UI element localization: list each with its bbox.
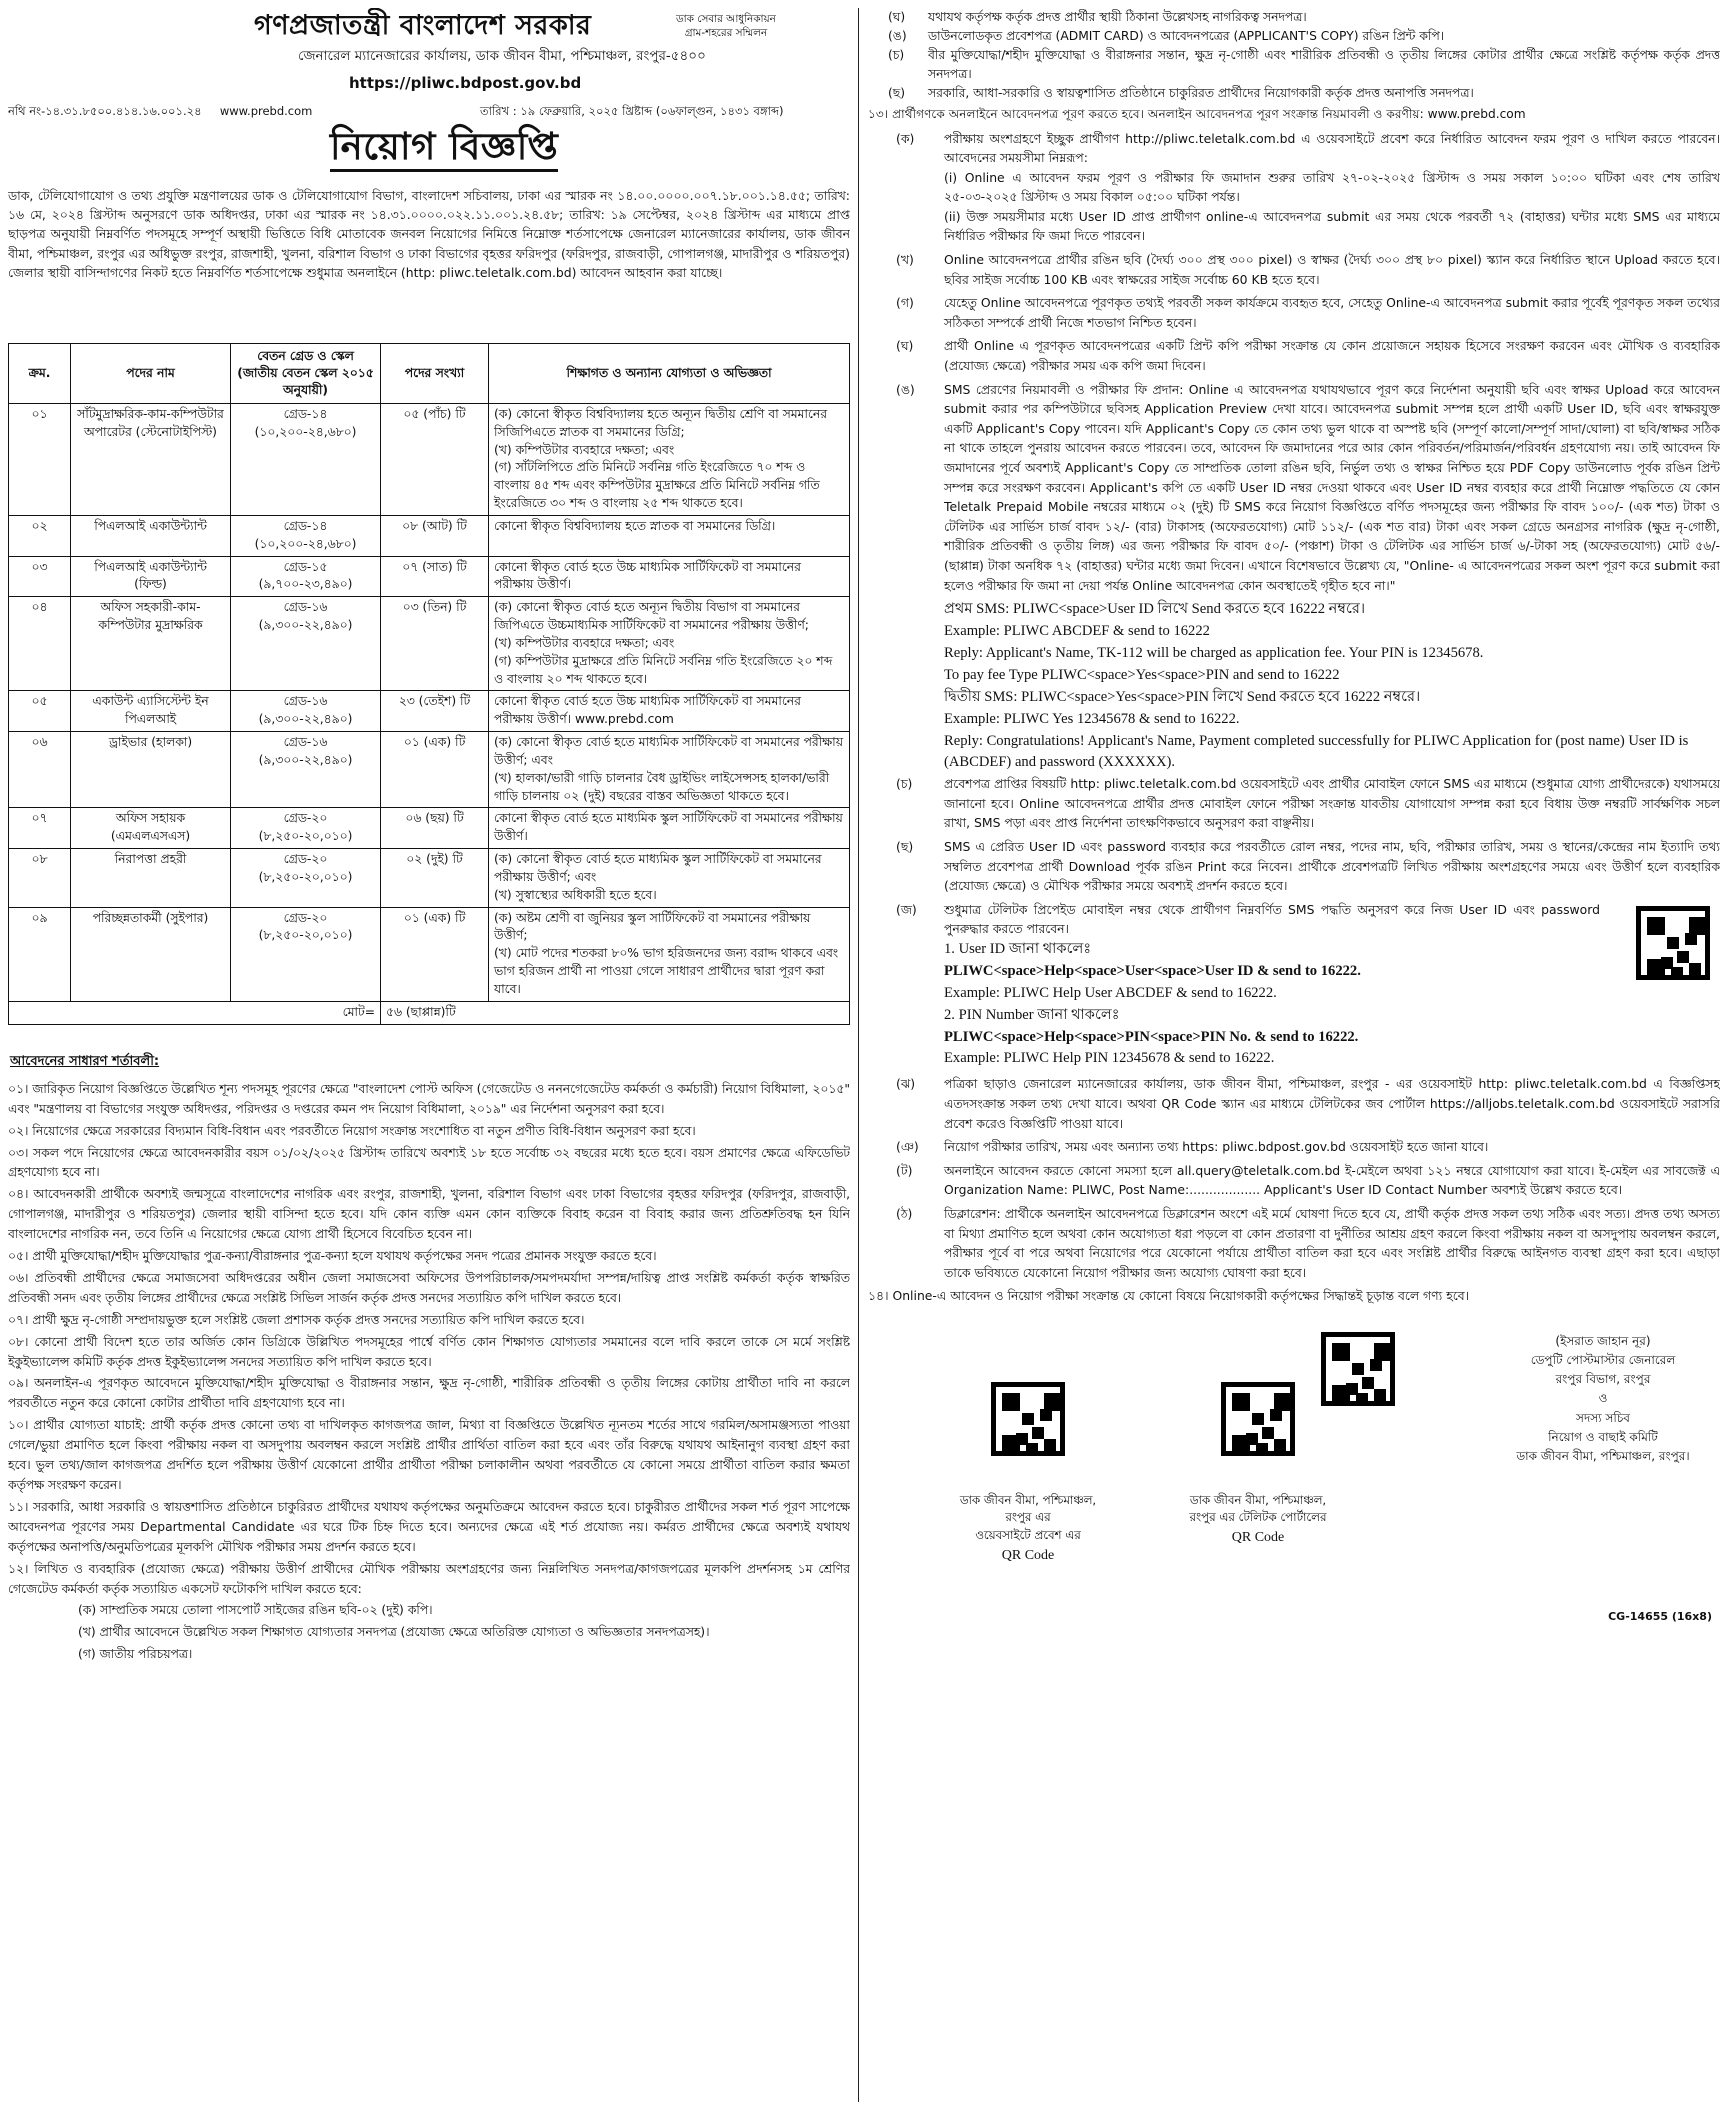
qualification-line: (ক) কোনো স্বীকৃত বোর্ড হতে অন্যূন দ্বিতীয় বিভাগ বা সমমানের জিপিএতে উচ্চমাধ্যমিক সার্টিফিকেট বা সমমানের পরীক্ষায় উত্তীর্ণ; bbox=[494, 600, 809, 633]
condition-subitem: (ক) সাম্প্রতিক সময়ে তোলা পাসপোর্ট সাইজের রঙিন ছবি-০২ (দুই) কপি। bbox=[78, 1603, 433, 1618]
document-item bbox=[868, 8, 1720, 27]
condition-item: ০১। জারিকৃত নিয়োগ বিজ্ঞপ্তিতে উল্লেখিত শূন্য পদসমূহ পূরণের ক্ষেত্রে "বাংলাদেশ পোস্ট অফিস (গেজেটেড ও নননগেজেটেড কর্মকর্তা ও কর্মচারী) নিয়োগ বিধিমালা, ২০১৫" এবং "মন্ত্রণালয় বা বিভাগের সংযুক্ত অধিদপ্তর, পরিদপ্তর ও দপ্তরের কমন পদ নিয়োগ বিধিমালা, ২০১৯" এর নির্দেশনা অনুসরণ করা হবে। bbox=[8, 1081, 850, 1116]
pin-line: PLIWC<space>Help<space>PIN<space>PIN No. & send to 16222. bbox=[944, 1028, 1359, 1045]
grade-cell bbox=[231, 597, 381, 691]
item-text: প্রবেশপত্র প্রাপ্তির বিষয়টি http: pliwc.teletalk.com.bd ওয়েবসাইটে এবং প্রার্থীর মোবাইল ফোনে SMS এর মাধ্যমে (শুধুমাত্র যোগ্য প্রার্থীদেরকে) যথাসময়ে জানানো হবে। Online আবেদনপত্রে প্রার্থীর প্রদত্ত মোবাইল ফোনে পরীক্ষা সংক্রান্ত যাবতীয় যোগাযোগ সম্পন্ন করা হবে বিধায় উক্ত নম্বরটি সার্বক্ষণিক সচল রাখা, SMS পড়া এবং প্রাপ্ত নির্দেশনা তাৎক্ষণিকভাবে অনুসরণ করা বাঞ্ছনীয়। bbox=[944, 776, 1720, 831]
scale-text: (৮,২৫০-২০,০১০) bbox=[258, 869, 353, 884]
sms-line: Example: PLIWC ABCDEF & send to 16222 bbox=[944, 623, 1210, 640]
grade-text: গ্রেড-১৪ bbox=[283, 518, 328, 533]
qr-code-icon[interactable] bbox=[991, 1382, 1065, 1456]
admit-item bbox=[868, 837, 1720, 896]
grade-text: গ্রেড-১৫ bbox=[283, 559, 328, 574]
item-text: SMS এ প্রেরিত User ID এবং password ব্যবহার করে পরবর্তীতে রোল নম্বর, পদের নাম, ছবি, পরীক্ষার তারিখ, সময় ও স্থানের/কেন্দ্রের নাম ইত্যাদি তথ্য সম্বলিত প্রবেশপত্র প্রার্থী Download পূর্বক রঙিন Print করে নিবেন। প্রার্থীকে প্রবেশপত্রটি লিখিত পরীক্ষায় অংশগ্রহণের সময়ে এবং উত্তীর্ণ হলে ব্যবহারিক (প্রযোজ্য ক্ষেত্রে) ও মৌখিক পরীক্ষার সময়ে অবশ্যই প্রদর্শন করতে হবে। bbox=[944, 839, 1720, 894]
scale-text: (১০,২০০-২৪,৬৮০) bbox=[254, 424, 357, 439]
item-marker: (ঙ) bbox=[896, 381, 915, 397]
ref-text: নথি নং-১৪.৩১.৮৫০০.৪১৪.১৬.০০১.২৪ bbox=[8, 104, 202, 118]
post-name-cell: একাউন্ট এ্যাসিস্টেন্ট ইন পিএলআই bbox=[71, 691, 231, 732]
condition-item: ০৩। সকল পদে নিয়োগের ক্ষেত্রে আবেদনকারীর বয়স ০১/০২/২০২৫ খ্রিস্টাব্দ তারিখে অবশ্যই ১৮ হতে সর্বোচ্চ ৩২ বছরের মধ্যে হতে হবে। বয়স প্রমাণের ক্ষেত্রে এফিডেভিট গ্রহণযোগ্য হবে না। bbox=[8, 1145, 850, 1180]
scale-text: (১০,২০০-২৪,৬৮০) bbox=[254, 536, 357, 551]
item-marker: (ঙ) bbox=[888, 29, 907, 44]
qr-code-icon[interactable] bbox=[1636, 906, 1710, 980]
slogan-line: গ্রাম-শহরের সম্মিলন bbox=[684, 27, 768, 40]
item-marker: (ঝ) bbox=[896, 1076, 916, 1092]
item-marker: (ছ) bbox=[888, 86, 906, 101]
qr-caption: ডাক জীবন বীমা, পশ্চিমাঞ্চল, bbox=[1189, 1492, 1327, 1507]
column-divider bbox=[858, 8, 859, 2102]
count-cell: ০৫ (পাঁচ) টি bbox=[381, 404, 489, 516]
condition-subitem: (খ) প্রার্থীর আবেদনে উল্লেখিত সকল শিক্ষাগত যোগ্যতার সনদপত্র (প্রযোজ্য ক্ষেত্রে অতিরিক্ত যোগ্যতা ও অভিজ্ঞতার সনদপত্রসহ)। bbox=[78, 1625, 710, 1640]
grade-cell bbox=[231, 691, 381, 732]
item-marker: (ঞ) bbox=[896, 1139, 919, 1155]
condition-item: ০৪। আবেদনকারী প্রার্থীকে অবশ্যই জন্মসূত্রে বাংলাদেশের নাগরিক এবং রংপুর, রাজশাহী, খুলনা, বরিশাল বিভাগ এবং ঢাকা বিভাগের বৃহত্তর ফরিদপুর (ফরিদপুর, রাজবাড়ী, গোপালগঞ্জ, মাদারীপুর ও শরিয়তপুর) জেলার স্থায়ী বাসিন্দা হতে হবে। যদি কোন ব্যক্তি এমন কোন ব্যক্তিকে বিবাহ করেন বা বিবাহ করার জন্য প্রতিশ্রুতিবদ্ধ হন যিনি বাংলাদেশের নাগরিক নন, তবে তিনি এ নিয়োগের ক্ষেত্রে যোগ্য প্রার্থী হিসেবে বিবেচিত হবেন না। bbox=[8, 1187, 850, 1242]
online-item bbox=[868, 380, 1720, 596]
item-text: ডিক্লারেশন: প্রার্থীকে অনলাইন আবেদনপত্রে ডিক্লারেশন অংশে এই মর্মে ঘোষণা দিতে হবে যে, প্রার্থী কর্তৃক প্রদত্ত সকল তথ্য সঠিক এবং সত্য। প্রদত্ত তথ্য অসত্য বা মিথ্যা প্রমাণিত হলে অথবা কোন অযোগ্যতা ধরা পড়লে বা কোন প্রতারণা বা দুর্নীতির আশ্রয় গ্রহণ করলে কিংবা পরীক্ষায় নকল বা অসদুপায় অবলম্বন করলে, পরীক্ষার পূর্বে বা পরে অথবা নিয়োগের পরে যেকোনো পর্যায়ে প্রার্থীতা বাতিল করা হবে এবং সংশ্লিষ্ট প্রার্থীর বিরুদ্ধে আইনগত ব্যবস্থা গ্রহণ করা হবে। এছাড়া তাকে ভবিষ্যতে যেকোনো নিয়োগ পরীক্ষার জন্য অযোগ্য ঘোষণা করা হবে। bbox=[944, 1205, 1720, 1280]
documents-sublist bbox=[868, 8, 1720, 103]
item-marker: (ঘ) bbox=[888, 10, 906, 24]
grade-text: গ্রেড-২০ bbox=[283, 910, 328, 925]
table-row bbox=[9, 404, 850, 516]
office-name: জেনারেল ম্যানেজারের কার্যালয়, ডাক জীবন বীমা, পশ্চিমাঞ্চল, রংপুর-৫৪০০ bbox=[298, 48, 706, 64]
item-marker: (গ) bbox=[896, 295, 914, 311]
table-row bbox=[9, 515, 850, 556]
qualification-cell bbox=[489, 597, 850, 691]
table-header-row bbox=[9, 344, 850, 404]
qualification-line: (ক) কোনো স্বীকৃত বিশ্ববিদ্যালয় হতে অন্যূন দ্বিতীয় শ্রেণি বা সমমানের সিজিপিএতে স্নাতক বা সমমানের ডিগ্রি; bbox=[494, 407, 827, 439]
scale-text: (৯,৭০০-২৩,৪৯০) bbox=[258, 577, 353, 592]
signatory-title: ডেপুটি পোস্টমাস্টার জেনারেল bbox=[1530, 1353, 1676, 1368]
sms-line: প্রথম SMS: PLIWC<space>User ID লিখে Send করতে হবে 16222 নম্বরে। bbox=[944, 601, 1366, 618]
grade-text: গ্রেড-১৪ bbox=[283, 407, 328, 421]
item-marker: (ক) bbox=[896, 130, 915, 146]
serial-cell: ০৩ bbox=[9, 556, 71, 597]
serial-cell: ০৭ bbox=[9, 808, 71, 849]
qualification-cell bbox=[489, 849, 850, 907]
scale-text: (৮,২৫০-২০,০১০) bbox=[258, 829, 353, 844]
condition-subitem: (গ) জাতীয় পরিচয়পত্র। bbox=[78, 1647, 193, 1662]
post-name-cell: পিএলআই একাউন্ট্যান্ট (ফিল্ড) bbox=[71, 556, 231, 597]
qualification-line: কোনো স্বীকৃত বিশ্ববিদ্যালয় হতে স্নাতক বা সমমানের ডিগ্রি। bbox=[494, 518, 776, 533]
item-marker: (ঠ) bbox=[896, 1205, 913, 1221]
additional-instructions bbox=[868, 1074, 1720, 1282]
post-name-cell: অফিস সহকারী-কাম-কম্পিউটার মুদ্রাক্ষরিক bbox=[71, 597, 231, 691]
qr-caption: QR Code bbox=[1001, 1547, 1055, 1563]
item-text: (ii) উক্ত সময়সীমার মধ্যে User ID প্রাপ্ত প্রার্থীগণ online-এ আবেদনপত্র submit এর সময় থেকে পরবর্তী ৭২ (বাহাত্তর) ঘন্টার মধ্যে SMS এর মাধ্যমে নির্ধারিত পরীক্ষার ফি জমা দিতে পারবেন। bbox=[944, 208, 1720, 244]
item-text: নিয়োগ পরীক্ষার তারিখ, সময় এবং অন্যান্য তথ্য https: pliwc.bdpost.gov.bd ওয়েবসাইট হতে জানা যাবে। bbox=[944, 1139, 1489, 1155]
condition-item: ০৭। প্রার্থী ক্ষুদ্র নৃ-গোষ্ঠী সম্প্রদায়ভুক্ত হলে সংশ্লিষ্ট জেলা প্রশাসক কর্তৃক প্রদত্ত সনদের সত্যায়িত কপি দাখিল করতে হবে। bbox=[8, 1312, 585, 1327]
grade-text: গ্রেড-২০ bbox=[283, 852, 328, 867]
post-name-cell: পিএলআই একাউন্ট্যান্ট bbox=[71, 515, 231, 556]
scale-text: (৯,৩০০-২২,৪৯০) bbox=[258, 712, 353, 727]
grade-cell bbox=[231, 907, 381, 1001]
condition-item: ০৯। অনলাইন-এ পূরণকৃত আবেদনে মুক্তিযোদ্ধা/শহীদ মুক্তিযোদ্ধা ও বীরাঙ্গনার সন্তান, ক্ষুদ্র নৃ-গোষ্ঠী, শারীরিক প্রতিবন্ধী ও তৃতীয় লিঙ্গের কোটায় প্রার্থীতা দাবি না করলে পরবর্তীতে নতুন করে কোনো কোটার প্রার্থীতা দাবি গ্রহণযোগ্য হবে না। bbox=[8, 1376, 850, 1411]
conditions-title: আবেদনের সাধারণ শর্তাবলী: bbox=[10, 1053, 160, 1069]
extra-item bbox=[868, 1204, 1720, 1282]
office-url[interactable]: https://pliwc.bdpost.gov.bd bbox=[349, 74, 582, 92]
left-column bbox=[8, 8, 850, 2102]
total-value: ৫৬ (ছাপ্পান্ন)টি bbox=[381, 1001, 850, 1024]
condition-item: ১২। লিখিত ও ব্যবহারিক (প্রযোজ্য ক্ষেত্রে) পরীক্ষায় উত্তীর্ণ প্রার্থীদের মৌখিক পরীক্ষায় অংশগ্রহণের জন্য নিম্নলিখিত সনদপত্র/কাগজপত্রের মূলকপি প্রদর্শনসহ ১ম শ্রেণির গেজেটেড কর্মকর্তা কর্তৃক সত্যায়িত একসেট ফটোকপি দাখিল করতে হবে: bbox=[8, 1561, 850, 1596]
col-header-serial: ক্রম. bbox=[9, 344, 71, 404]
count-cell: ০১ (এক) টি bbox=[381, 732, 489, 808]
condition-item: ০৬। প্রতিবন্ধী প্রার্থীদের ক্ষেত্রে সমাজসেবা অধিদপ্তরের অধীন জেলা সমাজসেবা অফিসের উপপরিচালক/সমপদমর্যাদা সম্পন্ন/দায়িত্ব প্রাপ্ত সংশ্লিষ্ট কর্মকর্তা কর্তৃক স্বাক্ষরিত প্রতিবন্ধী সনদ এবং তৃতীয় লিঙ্গের প্রার্থীদের ক্ষেত্রে সংশ্লিষ্ট সিভিল সার্জন কর্তৃক প্রদত্ত সনদের সত্যায়িত কপি দাখিল করতে হবে। bbox=[8, 1270, 850, 1305]
item-text: ডাউনলোডকৃত প্রবেশপত্র (ADMIT CARD) ও আবেদনপত্রের (APPLICANT'S COPY) রঙিন প্রিন্ট কপি। bbox=[928, 29, 1445, 44]
pin-line: 2. PIN Number জানা থাকলেঃ bbox=[944, 1006, 1120, 1023]
col-header-grade: বেতন গ্রেড ও স্কেল (জাতীয় বেতন স্কেল ২০১৫ অনুযায়ী) bbox=[231, 344, 381, 404]
reference-number bbox=[8, 104, 312, 119]
qr-caption: রংপুর এর টেলিটক পোর্টালের bbox=[1189, 1510, 1327, 1525]
qr-caption: ওয়েবসাইটে প্রবেশ এর bbox=[975, 1527, 1081, 1542]
grade-text: গ্রেড-২০ bbox=[283, 811, 328, 826]
intro-paragraph: ডাক, টেলিযোগাযোগ ও তথ্য প্রযুক্তি মন্ত্রণালয়ের ডাক ও টেলিযোগাযোগ বিভাগ, বাংলাদেশ সচিবালয়, ঢাকা এর স্মারক নং ১৪.০০.০০০০.০০৭.১৮.০০১.১৪.৫৫; তারিখ: ১৬ মে, ২০২৪ খ্রিস্টাব্দ অনুসরণে ডাক অধিদপ্তর, ঢাকা এর স্মারক নং ১৪.৩১.০০০০.০২২.১১.০০১.২৪.৫৮; তারিখ: ১৯ সেপ্টেম্বর, ২০২৪ খ্রিস্টাব্দ এর মাধ্যমে প্রাপ্ত ছাড়পত্র অনুযায়ী নিম্নবর্ণিত পদসমূহে সম্পূর্ণ অস্থায়ী ভিত্তিতে বিধি মোতাবেক জনবল নিয়োগের নিমিত্তে নিম্নোক্ত শর্তসাপেক্ষে জেনারেল ম্যানেজারের কার্যালয়, ডাক জীবন বীমা, পশ্চিমাঞ্চল, রংপুর এর অধিভুক্ত রংপুর, রাজশাহী, খুলনা, বরিশাল বিভাগ ও ঢাকা বিভাগের বৃহত্তর ফরিদপুর (ফরিদপুর, রাজবাড়ী, গোপালগঞ্জ, মাদারীপুর ও শরিয়তপুর) জেলার স্থায়ী বাসিন্দাগণের নিকট হতে নিম্নবর্ণিত শর্তসাপেক্ষে শুধুমাত্র অনলাইনে (http: pliwc.teletalk.com.bd) আবেদন আহবান করা যাচ্ছে। bbox=[8, 188, 850, 280]
table-row bbox=[9, 808, 850, 849]
sms-instructions bbox=[868, 599, 1720, 774]
scale-text: (৮,২৫০-২০,০১০) bbox=[258, 928, 353, 943]
postal-slogan bbox=[676, 12, 776, 40]
qualification-cell bbox=[489, 907, 850, 1001]
count-cell: ০৭ (সাত) টি bbox=[381, 556, 489, 597]
qr-caption: QR Code bbox=[1231, 1529, 1285, 1545]
item-13-text: ১৩। প্রার্থীগণকে অনলাইনে আবেদনপত্র পূরণ করতে হবে। অনলাইন আবেদনপত্র পূরণ সংক্রান্ত নিয়মাবলী ও করণীয়: www.prebd.com bbox=[868, 107, 1526, 122]
serial-cell: ০৫ bbox=[9, 691, 71, 732]
total-label: মোট= bbox=[9, 1001, 381, 1024]
sms-line: Reply: Congratulations! Applicant's Name, Payment completed successfully for PLIWC Application for (post name) User ID is (ABCDEF) and password (XXXXXX). bbox=[944, 732, 1689, 771]
item-marker: (চ) bbox=[896, 776, 913, 792]
item-text: পত্রিকা ছাড়াও জেনারেল ম্যানেজারের কার্যালয়, ডাক জীবন বীমা, পশ্চিমাঞ্চল, রংপুর - এর ওয়েবসাইট http: pliwc.teletalk.com.bd এ বিজ্ঞপ্তিসহ এতদসংক্রান্ত সকল তথ্য দেখা যাবে। অথবা QR Code স্ক্যান এর মাধ্যমে টেলিটকের জব পোর্টাল https://alljobs.teletalk.com.bd ওয়েবসাইটে সরাসরি প্রবেশ করেও বিজ্ঞপ্তিটি পাওয়া যাবে। bbox=[944, 1076, 1720, 1131]
qualification-cell bbox=[489, 808, 850, 849]
item-text: পরীক্ষায় অংশগ্রহণে ইচ্ছুক প্রার্থীগণ http://pliwc.teletalk.com.bd এ ওয়েবসাইটে প্রবেশ করে নির্ধারিত আবেদন ফরম পূরণ ও দাখিল করতে পারবেন। আবেদনের সময়সীমা নিম্নরূপ: bbox=[944, 130, 1720, 166]
table-row bbox=[9, 597, 850, 691]
col-header-post: পদের নাম bbox=[71, 344, 231, 404]
col-header-qualification: শিক্ষাগত ও অন্যান্য যোগ্যতা ও অভিজ্ঞতা bbox=[489, 344, 850, 404]
grade-cell bbox=[231, 808, 381, 849]
online-item bbox=[868, 129, 1720, 247]
ref-url[interactable]: www.prebd.com bbox=[219, 104, 313, 118]
condition-item: ১১। সরকারি, আধা সরকারি ও স্বায়ত্তশাসিত প্রতিষ্ঠানে চাকুরিরত প্রার্থীদের যথাযথ কর্তৃপক্ষের অনুমতিক্রমে আবেদন করতে হবে। চাকুরীরত প্রার্থীদের সকল শর্ত পূরণ সাপেক্ষে আবেদনপত্র পূরণের সময় Departmental Candidate এর ঘরে টিক চিহ্ন দিতে হবে। অন্যদের ক্ষেত্রে এই শর্ত প্রযোজ্য নয়। কর্মরত প্রার্থীদের ক্ষেত্রে অবশ্যই যথাযথ কর্তৃপক্ষের অনাপত্তি/অনুমতিপত্রের মূলকপি মৌখিক পরীক্ষার সময় প্রদর্শন করতে হবে। bbox=[8, 1499, 850, 1554]
conditions-list bbox=[8, 1080, 850, 1600]
post-name-cell: নিরাপত্তা প্রহরী bbox=[71, 849, 231, 907]
condition-item: ০৮। কোনো প্রার্থী বিদেশ হতে তার অর্জিত কোন ডিগ্রিকে উল্লিখিত পদসমূহের পার্শ্বে বর্ণিত কোন শিক্ষাগত যোগ্যতার সমমানের বলে দাবি করলে তাকে সে মর্মে সংশ্লিষ্ট ইকুইভ্যালেন্স কমিটি কর্তৃক প্রদত্ত ইকুইভ্যালেন্স সনদের সত্যায়িত কপি দাখিল করতে হবে। bbox=[8, 1334, 850, 1369]
signatory-and: ও bbox=[1598, 1391, 1608, 1406]
signature-block bbox=[1488, 1332, 1718, 1466]
online-instructions bbox=[868, 129, 1720, 596]
grade-text: গ্রেড-১৬ bbox=[283, 694, 328, 709]
qr-code-icon[interactable] bbox=[1321, 1332, 1395, 1406]
admit-instructions bbox=[868, 774, 1720, 896]
document-item bbox=[868, 27, 1720, 46]
condition-item: ১০। প্রার্থীর যোগ্যতা যাচাই: প্রার্থী কর্তৃক প্রদত্ত কোনো তথ্য বা দাখিলকৃত কাগজপত্র জাল, মিথ্যা বা বিজ্ঞপ্তিতে উল্লেখিত ন্যূনতম শর্তের সাথে গরমিল/অসামঞ্জস্যতা পাওয়া গেলে/ভুয়া প্রমাণিত হলে কিংবা পরীক্ষায় নকল বা অসদুপায় অবলম্বন করলে সংশ্লিষ্ট প্রার্থীর প্রার্থিতা বাতিল করা হবে এবং তাঁর বিরুদ্ধে যথাযথ আইনানুগ ব্যবস্থা গ্রহণ করা হবে। ভুল তথ্য/জাল কাগজপত্র প্রদর্শিত হলে পরীক্ষায় উত্তীর্ণ যেকোনো প্রার্থীর প্রার্থীতা পরীক্ষা চলাকালীন অথবা পরবর্তীতে যে কোনো সময়ে প্রার্থীতা বাতিল করার ক্ষমতা কর্তৃপক্ষ সংরক্ষণ করেন। bbox=[8, 1418, 850, 1492]
conditions-sublist bbox=[8, 1601, 850, 1665]
serial-cell: ০৯ bbox=[9, 907, 71, 1001]
qualification-line: (খ) সুস্বাস্থ্যের অধিকারী হতে হবে। bbox=[494, 887, 657, 902]
item-14-text: ১৪। Online-এ আবেদন ও নিয়োগ পরীক্ষা সংক্রান্ত যে কোনো বিষয়ে নিয়োগকারী কর্তৃপক্ষের সিদ্ধান্তই চূড়ান্ত বলে গণ্য হবে। bbox=[868, 1288, 1470, 1304]
qualification-cell bbox=[489, 404, 850, 516]
qualification-line: (খ) মোট পদের শতকরা ৮০% ভাগ হরিজনদের জন্য বরাদ্দ থাকবে এবং ভাগ হরিজন প্রার্থী না পাওয়া গেলে সাধারণ প্রার্থীদের দ্বারা পূরণ করা যাবে। bbox=[494, 946, 839, 996]
qualification-line: কোনো স্বীকৃত বোর্ড হতে উচ্চ মাধ্যমিক সার্টিফিকেট বা সমমানের পরীক্ষায় উত্তীর্ণ। www.prebd.com bbox=[494, 694, 801, 727]
pin-line: Example: PLIWC Help User ABCDEF & send to 16222. bbox=[944, 984, 1277, 1001]
table-row bbox=[9, 849, 850, 907]
item-13 bbox=[868, 105, 1720, 124]
signatory-office: ডাক জীবন বীমা, পশ্চিমাঞ্চল, রংপুর। bbox=[1516, 1449, 1690, 1464]
count-cell: ০১ (এক) টি bbox=[381, 907, 489, 1001]
scale-text: (৯,৩০০-২২,৪৯০) bbox=[258, 752, 353, 767]
condition-item: ০৫। প্রার্থী মুক্তিযোদ্ধা/শহীদ মুক্তিযোদ্ধার পুত্র-কন্যা/বীরাঙ্গনার পুত্র-কন্যা হলে যথাযথ কর্তৃপক্ষের সনদ পত্রের প্রমানক সংযুক্ত করতে হবে। bbox=[8, 1249, 657, 1264]
item-text: যেহেতু Online আবেদনপত্রে পূরণকৃত তথ্যই পরবর্তী সকল কার্যক্রমে ব্যবহৃত হবে, সেহেতু Online-এ আবেদনপত্র submit করার পূর্বেই পূরণকৃত সকল তথ্যের সঠিকতা সম্পর্কে প্রার্থী নিজে শতভাগ নিশ্চিত হবেন। bbox=[944, 295, 1720, 330]
item-marker: (খ) bbox=[896, 252, 914, 268]
grade-text: গ্রেড-১৬ bbox=[283, 735, 328, 750]
qr-code-icon[interactable] bbox=[1221, 1382, 1295, 1456]
pin-line: 1. User ID জানা থাকলেঃ bbox=[944, 941, 1092, 958]
grade-text: গ্রেড-১৬ bbox=[283, 600, 328, 615]
item-body bbox=[944, 336, 1720, 375]
admit-item bbox=[868, 774, 1720, 833]
extra-item bbox=[868, 1074, 1720, 1133]
item-14 bbox=[868, 1286, 1720, 1306]
item-marker: (চ) bbox=[888, 48, 905, 63]
grade-cell bbox=[231, 732, 381, 808]
online-item bbox=[868, 336, 1720, 375]
qualification-cell bbox=[489, 732, 850, 808]
slogan-line: ডাক সেবার আধুনিকায়ন bbox=[676, 13, 776, 25]
grade-cell bbox=[231, 404, 381, 516]
sms-line: Example: PLIWC Yes 12345678 & send to 16222. bbox=[944, 710, 1240, 727]
table-row bbox=[9, 907, 850, 1001]
pin-line: Example: PLIWC Help PIN 12345678 & send to 16222. bbox=[944, 1050, 1275, 1067]
qualification-line: (গ) কম্পিউটার মুদ্রাক্ষরে প্রতি মিনিটে সর্বনিম্ন গতি ইংরেজিতে ২০ শব্দ ও বাংলায় ২০ শব্দ থাকতে হবে। bbox=[494, 653, 833, 686]
qr-caption: রংপুর এর bbox=[1005, 1510, 1051, 1525]
qr-caption: ডাক জীবন বীমা, পশ্চিমাঞ্চল, bbox=[959, 1492, 1097, 1507]
grade-cell bbox=[231, 515, 381, 556]
qualification-line: (খ) কম্পিউটার ব্যবহারে দক্ষতা; এবং bbox=[494, 635, 675, 650]
sms-line: Reply: Applicant's Name, TK-112 will be charged as application fee. Your PIN is 12345678. bbox=[944, 644, 1484, 661]
item-text: অনলাইনে আবেদন করতে কোনো সমস্যা হলে all.query@teletalk.com.bd ই-মেইলে অথবা ১২১ নম্বরে যোগাযোগ করা যাবে। ই-মেইল এর সাবজেক্ট এ Organization Name: PLIWC, Post Name:.................. Applicant's User ID Contact Number অবশ্যই উল্লেখ করতে হবে। bbox=[944, 1162, 1720, 1198]
qr-and-signature bbox=[868, 1332, 1720, 1632]
item-text: বীর মুক্তিযোদ্ধা/শহীদ মুক্তিযোদ্ধা ও বীরাঙ্গনার সন্তান, ক্ষুদ্র নৃ-গোষ্ঠী এবং শারীরিক প্রতিবন্ধী ও তৃতীয় লিঙ্গের কোটার প্রার্থীর ক্ষেত্রে সংশ্লিষ্ট কর্তৃপক্ষ কর্তৃক প্রদত্ত সনদপত্র। bbox=[928, 48, 1720, 82]
table-body bbox=[9, 404, 850, 1025]
count-cell: ০৩ (তিন) টি bbox=[381, 597, 489, 691]
qualification-cell bbox=[489, 691, 850, 732]
item-marker: (ঘ) bbox=[896, 338, 914, 354]
grade-cell bbox=[231, 849, 381, 907]
serial-cell: ০১ bbox=[9, 404, 71, 516]
qualification-line: (খ) কম্পিউটার ব্যবহারে দক্ষতা; এবং bbox=[494, 442, 675, 457]
item-text: প্রার্থী Online এ পূরণকৃত আবেদনপত্রের একটি প্রিন্ট কপি পরীক্ষা সংক্রান্ত যে কোন প্রয়োজনে সহায়ক হিসেবে সংরক্ষণ করবেন এবং মৌখিক ও ব্যবহারিক (প্রযোজ্য ক্ষেত্রে) পরীক্ষার সময় এক কপি জমা দিবেন। bbox=[944, 338, 1720, 374]
total-row bbox=[9, 1001, 850, 1024]
qualification-cell bbox=[489, 556, 850, 597]
extra-item bbox=[868, 1161, 1720, 1200]
notice-date: তারিখ : ১৯ ফেব্রুয়ারি, ২০২৫ খ্রিষ্টাব্দ (০৬ফাল্গুন, ১৪৩১ বঙ্গাব্দ) bbox=[480, 104, 784, 118]
count-cell: ০২ (দুই) টি bbox=[381, 849, 489, 907]
post-name-cell: পরিচ্ছন্নতাকর্মী (সুইপার) bbox=[71, 907, 231, 1001]
count-cell: ০৮ (আট) টি bbox=[381, 515, 489, 556]
signatory-name: (ইসরাত জাহান নূর) bbox=[1555, 1333, 1651, 1348]
vacancy-table bbox=[8, 343, 850, 1025]
serial-cell: ০৬ bbox=[9, 732, 71, 808]
document-item bbox=[868, 46, 1720, 84]
sms-line: দ্বিতীয় SMS: PLIWC<space>Yes<space>PIN লিখে Send করতে হবে 16222 নম্বরে। bbox=[944, 688, 1421, 705]
scale-text: (৯,৩০০-২২,৪৯০) bbox=[258, 618, 353, 633]
online-item bbox=[868, 293, 1720, 332]
pin-recovery bbox=[868, 900, 1720, 1071]
qualification-line: কোনো স্বীকৃত বোর্ড হতে উচ্চ মাধ্যমিক সার্টিফিকেট বা সমমানের পরীক্ষায় উত্তীর্ণ। bbox=[494, 559, 801, 592]
item-body bbox=[944, 250, 1720, 289]
item-text: যথাযথ কর্তৃপক্ষ কর্তৃক প্রদত্ত প্রার্থীর স্থায়ী ঠিকানা উল্লেখসহ নাগরিকত্ব সনদপত্র। bbox=[928, 10, 1307, 24]
govt-title: গণপ্রজাতন্ত্রী বাংলাদেশ সরকার bbox=[254, 10, 592, 41]
item-marker: (ট) bbox=[896, 1162, 913, 1178]
serial-cell: ০২ bbox=[9, 515, 71, 556]
count-cell: ২৩ (তেইশ) টি bbox=[381, 691, 489, 732]
table-row bbox=[9, 691, 850, 732]
item-body bbox=[944, 380, 1720, 596]
condition-item: ০২। নিয়োগের ক্ষেত্রে সরকারের বিদ্যমান বিধি-বিধান এবং পরবর্তীতে নিয়োগ সংক্রান্ত সংশোধিত বা নতুন প্রণীত বিধি-বিধান অনুসরণ করা হবে। bbox=[8, 1123, 696, 1138]
extra-item bbox=[868, 1137, 1720, 1157]
sms-line: To pay fee Type PLIWC<space>Yes<space>PIN and send to 16222 bbox=[944, 666, 1340, 683]
qualification-line: (খ) হালকা/ভারী গাড়ি চালনার বৈধ ড্রাইভিং লাইসেন্সসহ হালকা/ভারী গাড়ি চালনায় ০২ (দুই) বছরের বাস্তব অভিজ্ঞতা থাকতে হবে। bbox=[494, 770, 830, 803]
website-qr bbox=[938, 1382, 1118, 1566]
qualification-line: (ক) অষ্টম শ্রেণী বা জুনিয়র স্কুল সার্টিফিকেট বা সমমানের পরীক্ষায় উত্তীর্ণ; bbox=[494, 910, 811, 943]
document-item bbox=[868, 84, 1720, 103]
item-body bbox=[944, 129, 1720, 247]
post-name-cell: ড্রাইভার (হালকা) bbox=[71, 732, 231, 808]
count-cell: ০৬ (ছয়) টি bbox=[381, 808, 489, 849]
table-row bbox=[9, 556, 850, 597]
item-marker: (ছ) bbox=[896, 839, 914, 855]
item-text: সরকারি, আধা-সরকারি ও স্বায়ত্বশাসিত প্রতিষ্ঠানে চাকুরিরত প্রার্থীদের নিয়োগকারী কর্তৃক প্রদত্ত অনাপত্তি সনদপত্র। bbox=[928, 86, 1474, 101]
pin-line: PLIWC<space>Help<space>User<space>User ID & send to 16222. bbox=[944, 962, 1361, 979]
col-header-count: পদের সংখ্যা bbox=[381, 344, 489, 404]
serial-cell: ০৪ bbox=[9, 597, 71, 691]
table-row bbox=[9, 732, 850, 808]
qualification-line: (ক) কোনো স্বীকৃত বোর্ড হতে মাধ্যমিক স্কুল সার্টিফিকেট বা সমমানের পরীক্ষায় উত্তীর্ণ; এবং bbox=[494, 852, 822, 884]
online-item bbox=[868, 250, 1720, 289]
pin-intro: শুধুমাত্র টেলিটক প্রিপেইড মোবাইল নম্বর থেকে প্রার্থীগণ নিম্নবর্ণিত SMS পদ্ধতি অনুসরণ করে নিজ User ID এবং password পুনরুদ্ধার করতে পারবেন। bbox=[944, 901, 1600, 937]
item-text: Online আবেদনপত্রে প্রার্থীর রঙিন ছবি (দৈর্ঘ্য ৩০০ প্রস্থ ৩০০ pixel) ও স্বাক্ষর (দৈর্ঘ্য ৩০০ প্রস্থ ৮০ pixel) স্ক্যান করে নির্ধারিত স্থানে Upload করতে হবে। ছবির সাইজ সর্বোচ্চ 100 KB এবং স্বাক্ষরের সাইজ সর্বোচ্চ 60 KB হতে হবে। bbox=[944, 252, 1720, 287]
post-name-cell: অফিস সহায়ক (এমএলএসএস) bbox=[71, 808, 231, 849]
signatory-committee: নিয়োগ ও বাছাই কমিটি bbox=[1548, 1429, 1658, 1444]
ad-code: CG-14655 (16x8) bbox=[1608, 1609, 1712, 1623]
right-column bbox=[868, 8, 1720, 2102]
item-text: SMS প্রেরণের নিয়মাবলী ও পরীক্ষার ফি প্রদান: Online এ আবেদনপত্র যথাযথভাবে পূরণ করে নির্দেশনা অনুযায়ী ছবি এবং স্বাক্ষর Upload করে আবেদন submit করার পর কম্পিউটারে ছবিসহ Application Preview দেখা যাবে। আবেদনপত্র submit সম্পন্ন হলে প্রার্থী একটি User ID, ছবি এবং স্বাক্ষরযুক্ত একটি Applicant's Copy পাবেন। যদি Applicant's Copy তে কোন তথ্য ভুল থাকে বা অস্পষ্ট ছবি (সম্পূর্ণ কালো/সম্পূর্ণ সাদা/ঘোলা) বা ছবি/স্বাক্ষর সঠিক না থাকে তাহলে পুনরায় আবেদন করতে পারবেন। তবে, আবেদন ফি জমাদানের পরে আর কোন পরিবর্তন/পরিমার্জন/পরিবর্ধন গ্রহণযোগ্য নয়। তাই আবেদন ফি জমাদানের পূর্বে অবশ্যই Applicant's Copy তে সাম্প্রতিক তোলা রঙিন ছবি, নির্ভুল তথ্য ও স্বাক্ষর নিশ্চিত হয়ে PDF Copy ডাউনলোড পূর্বক রঙিন প্রিন্ট সম্পন্ন করে সংরক্ষণ করবেন। Applicant's কপি তে একটি User ID নম্বর দেওয়া থাকবে এবং User ID নম্বর ব্যবহার করে প্রার্থী নিম্নোক্ত পদ্ধতিতে যে কোন Teletalk Prepaid Mobile নম্বরের মাধ্যমে ০২ (দুই) টি SMS করে নিয়োগ বিজ্ঞপ্তিতে বর্ণিত পদসমূহের জন্য পরীক্ষার ফি বাবদ ১০০/- (এক শত) টাকা ও টেলিটক এর সার্ভিস চার্জ বাবদ ১২/- (বার) টাকাসহ (অফেরতযোগ্য) মোট ১১২/- (এক শত বার) টাকা এবং সকল গ্রেডে অনগ্রসর নাগরিক (ক্ষুদ্র নৃ-গোষ্ঠী, শারীরিক প্রতিবন্ধী ও তৃতীয় লিঙ্গ) এর জন্য পরীক্ষার ফি বাবদ ৫০/- (পঞ্চাশ) টাকা ও টেলিটক এর সার্ভিস চার্জ ৬/-টাকা সহ (অফেরতযোগ্য) মোট ৫৬/- (ছাপ্পান্ন) টাকা অনধিক ৭২ (বাহাত্তর) ঘন্টার মধ্যে জমা দিবেন। এখানে বিশেষভাবে উল্লেখ্য যে, "Online- এ আবেদনপত্রের সকল অংশ পূরণ করে submit করা হলেও পরীক্ষার ফি জমা না দেয়া পর্যন্ত Online আবেদনপত্র কোন অবস্থাতেই গৃহীত হবে না।" bbox=[944, 381, 1720, 593]
header bbox=[8, 8, 850, 180]
pin-marker: (জ) bbox=[896, 901, 917, 917]
item-text: (i) Online এ আবেদন ফরম পূরণ ও পরীক্ষার ফি জমাদান শুরুর তারিখ ২৭-০২-২০২৫ খ্রিস্টাব্দ ও সময় সকাল ১০:০০ ঘটিকা এবং শেষ তারিখ ২৫-০৩-২০২৫ খ্রিস্টাব্দ ও সময় বিকাল ০৫:০০ ঘটিকা পর্যন্ত। bbox=[944, 169, 1720, 205]
signatory-place: রংপুর বিভাগ, রংপুর bbox=[1555, 1372, 1651, 1387]
grade-cell bbox=[231, 556, 381, 597]
signatory-role: সদস্য সচিব bbox=[1576, 1410, 1630, 1425]
serial-cell: ০৮ bbox=[9, 849, 71, 907]
notice-heading: নিয়োগ বিজ্ঞপ্তি bbox=[330, 126, 558, 172]
general-conditions bbox=[8, 1053, 850, 1666]
qualification-line: (গ) সাঁটলিপিতে প্রতি মিনিটে সর্বনিম্ন গতি ইংরেজিতে ৭০ শব্দ ও বাংলায় ৪৫ শব্দ এবং কম্পিউটার মুদ্রাক্ষরে প্রতি মিনিটে সর্বনিম্ন গতি ইংরেজিতে ৩০ শব্দ ও বাংলায় ২৫ শব্দ থাকতে হবে। bbox=[494, 460, 820, 511]
item-body bbox=[944, 293, 1720, 332]
qualification-cell bbox=[489, 515, 850, 556]
qualification-line: কোনো স্বীকৃত বোর্ড হতে মাধ্যমিক স্কুল সার্টিফিকেট বা সমমানের পরীক্ষায় উত্তীর্ণ। bbox=[494, 811, 843, 844]
extra-qr bbox=[1308, 1332, 1408, 1412]
qualification-line: (ক) কোনো স্বীকৃত বোর্ড হতে মাধ্যমিক সার্টিফিকেট বা সমমানের পরীক্ষায় উত্তীর্ণ; এবং bbox=[494, 735, 843, 767]
post-name-cell: সাঁটমুদ্রাক্ষরিক-কাম-কম্পিউটার অপারেটর (স্টেনোটাইপিস্ট) bbox=[71, 404, 231, 516]
